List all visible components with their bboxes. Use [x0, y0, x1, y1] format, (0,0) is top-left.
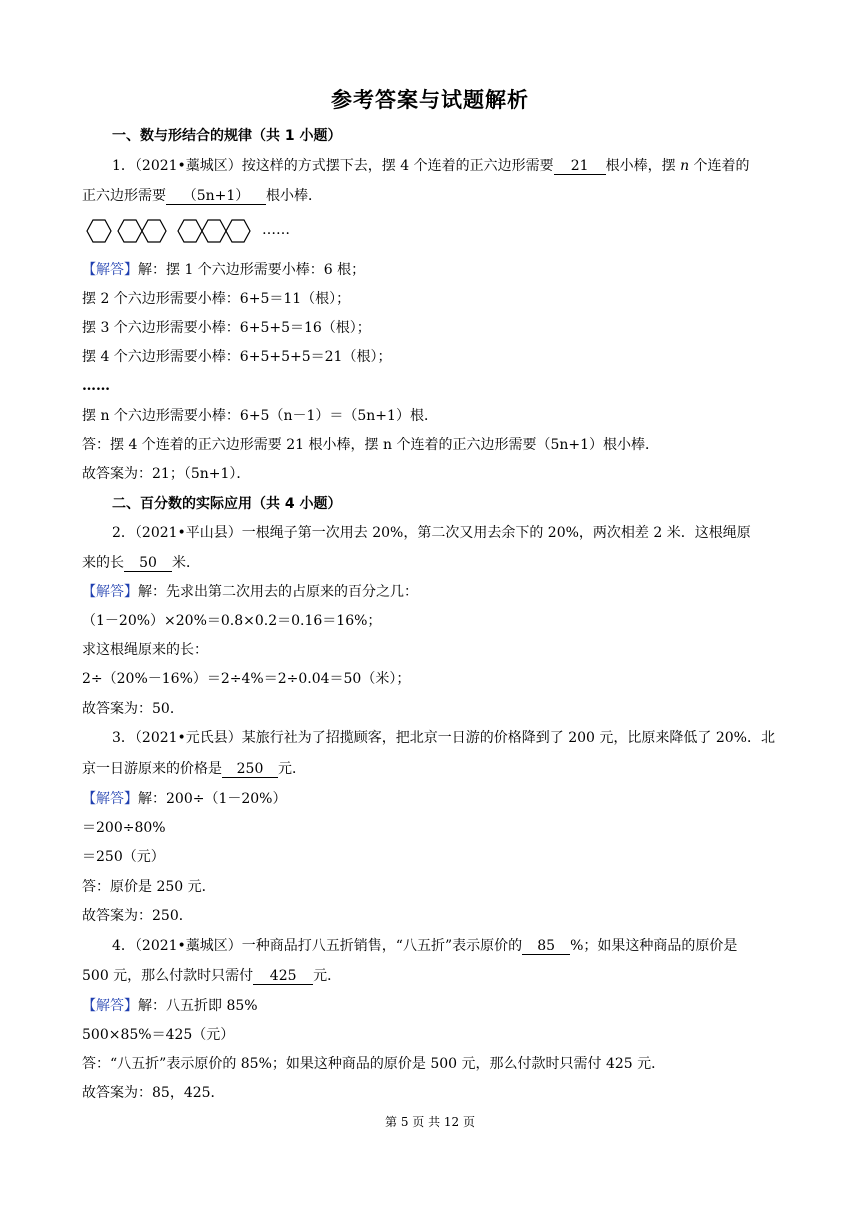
solution-line: 答：原价是 250 元． [82, 879, 216, 895]
question-text: 1．（2021•藁城区）按这样的方式摆下去，摆 4 个连着的正六边形需要 [112, 158, 554, 174]
solution-line [82, 997, 782, 1015]
solution-line: 答：“八五折”表示原价的 85%；如果这种商品的原价是 500 元，那么付款时只需付 425 元． [82, 1056, 666, 1072]
solution-line: 摆 n 个六边形需要小棒：6+5（n－1）＝（5n+1）根． [82, 408, 438, 424]
solution-line: 2÷（20%－16%）＝2÷4%＝2÷0.04＝50（米）； [82, 671, 411, 687]
section-heading: 二、百分数的实际应用（共 4 小题） [112, 496, 342, 512]
answer-blank: 425 [253, 968, 313, 985]
solution-line: （1－20%）×20%＝0.8×0.2＝0.16＝16%； [82, 613, 382, 629]
solution-line: 500×85%＝425（元） [82, 1027, 235, 1043]
solution-line: 故答案为：85，425． [82, 1085, 225, 1101]
hexagon-shape [87, 220, 111, 242]
solution-line [82, 583, 782, 601]
ellipsis: …… [262, 222, 290, 238]
question-4-line-2 [82, 967, 782, 985]
page-footer: 第 5 页 共 12 页 [385, 1115, 475, 1129]
solution-line: …… [82, 378, 110, 394]
solution-line: 摆 3 个六边形需要小棒：6+5+5＝16（根）； [82, 320, 371, 336]
question-text: 根小棒． [266, 188, 322, 204]
solution-line: ＝250（元） [82, 849, 165, 865]
question-text: 来的长 [82, 555, 124, 571]
hexagon-shape [178, 220, 202, 242]
page-title: 参考答案与试题解析 [331, 88, 529, 112]
question-text: 根小棒，摆 [605, 158, 676, 174]
hexagon-shape [142, 220, 166, 242]
solution-line: 摆 2 个六边形需要小棒：6+5＝11（根）； [82, 291, 351, 307]
answer-blank: 85 [522, 938, 570, 955]
answer-tag: 【解答】 [82, 998, 138, 1014]
hexagon-shape [202, 220, 226, 242]
answer-blank: 50 [124, 555, 172, 572]
solution-line [82, 261, 782, 279]
answer-blank: 250 [222, 761, 278, 778]
question-text: 正六边形需要 [82, 188, 166, 204]
question-text: 元． [313, 968, 342, 984]
solution-text: 解：先求出第二次用去的占原来的百分之几： [138, 584, 418, 600]
answer-blank: （5n+1） [166, 188, 266, 205]
hexagon-shape [118, 220, 142, 242]
question-text: 个连着的 [693, 158, 750, 174]
solution-line: 故答案为：21；（5n+1）． [82, 466, 251, 482]
section-heading: 一、数与形结合的规律（共 1 小题） [112, 128, 342, 144]
question-1-line-2 [82, 187, 782, 205]
solution-line: 摆 4 个六边形需要小棒：6+5+5+5＝21（根）； [82, 349, 392, 365]
question-3-line-2 [82, 760, 782, 778]
question-text: 元． [278, 761, 306, 777]
solution-text: 解：摆 1 个六边形需要小棒：6 根； [138, 262, 366, 278]
solution-line: 故答案为：250． [82, 908, 193, 924]
answer-tag: 【解答】 [82, 584, 138, 600]
answer-tag: 【解答】 [82, 791, 138, 807]
solution-line [82, 790, 782, 808]
solution-line: 答：摆 4 个连着的正六边形需要 21 根小棒，摆 n 个连着的正六边形需要（5n+1）根小棒． [82, 437, 659, 453]
question-2-line-1: 2．（2021•平山县）一根绳子第一次用去 20%，第二次又用去余下的 20%，两次相差 2 米．这根绳原 [112, 525, 751, 541]
solution-line: ＝200÷80% [82, 820, 166, 836]
variable: n [680, 158, 690, 174]
solution-text: 解：200÷（1－20%） [138, 791, 287, 807]
solution-text: 解：八五折即 85% [138, 998, 258, 1014]
question-text: 500 元，那么付款时只需付 [82, 968, 254, 984]
question-text: 米． [172, 555, 200, 571]
answer-tag: 【解答】 [82, 262, 138, 278]
answer-blank: 21 [554, 158, 606, 175]
question-4-line-1 [112, 937, 812, 955]
hexagon-shape [226, 220, 250, 242]
question-text: 4．（2021•藁城区）一种商品打八五折销售，“八五折”表示原价的 [112, 938, 523, 954]
question-text: %；如果这种商品的原价是 [570, 938, 738, 954]
question-2-line-2 [82, 554, 782, 572]
solution-line: 求这根绳原来的长： [82, 642, 208, 658]
question-text: 京一日游原来的价格是 [82, 761, 222, 777]
solution-line: 故答案为：50． [82, 701, 184, 717]
question-1-line-1 [112, 157, 812, 175]
question-3-line-1: 3．（2021•元氏县）某旅行社为了招揽顾客，把北京一日游的价格降到了 200 元，比原来降低了 20%．北 [112, 730, 775, 746]
